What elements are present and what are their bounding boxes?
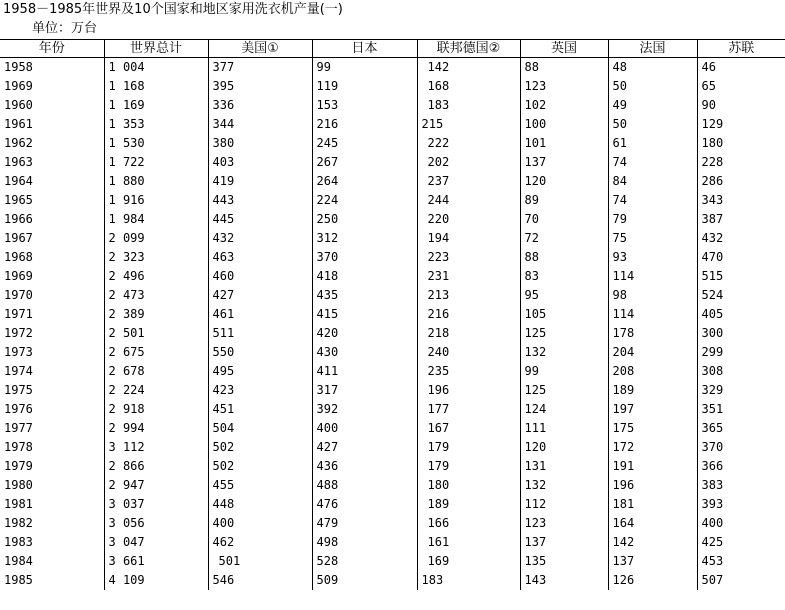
table-cell: 101: [520, 134, 608, 153]
table-cell: 515: [697, 267, 785, 286]
table-cell: 423: [208, 381, 312, 400]
table-cell: 267: [312, 153, 417, 172]
table-cell: 1980: [4, 478, 33, 492]
table-cell: 83: [520, 267, 608, 286]
table-cell: 400: [697, 514, 785, 533]
table-cell: 329: [697, 381, 785, 400]
table-cell: 179: [417, 457, 520, 476]
table-cell: 418: [312, 267, 417, 286]
table-cell: 129: [697, 115, 785, 134]
table-cell: 2 866: [104, 457, 208, 476]
table-cell: 215: [417, 115, 520, 134]
table-cell: 432: [697, 229, 785, 248]
table-cell: 179: [417, 438, 520, 457]
table-cell: 511: [208, 324, 312, 343]
table-row: [0, 115, 785, 134]
header-ussr: 苏联: [697, 40, 785, 58]
table-cell: 411: [312, 362, 417, 381]
table-cell: 524: [697, 286, 785, 305]
table-cell: 405: [697, 305, 785, 324]
table-cell: 124: [520, 400, 608, 419]
table-cell: 1963: [4, 155, 33, 169]
table-cell: 65: [697, 77, 785, 96]
table-cell: 213: [417, 286, 520, 305]
table-cell: 1982: [4, 516, 33, 530]
table-cell: 46: [697, 58, 785, 78]
table-cell: 98: [608, 286, 697, 305]
table-cell: 123: [520, 77, 608, 96]
table-cell: 137: [520, 533, 608, 552]
table-cell: 2 496: [104, 267, 208, 286]
table-cell: 167: [417, 419, 520, 438]
table-cell: 403: [208, 153, 312, 172]
table-cell: 216: [417, 305, 520, 324]
table-cell: 436: [312, 457, 417, 476]
table-cell: 1978: [4, 440, 33, 454]
table-row: [0, 153, 785, 172]
table-cell: 1958: [4, 60, 33, 74]
table-cell: 1968: [4, 250, 33, 264]
table-cell: 461: [208, 305, 312, 324]
table-cell: 546: [208, 571, 312, 590]
table-cell: 218: [417, 324, 520, 343]
table-cell: 344: [208, 115, 312, 134]
table-cell: 90: [697, 96, 785, 115]
table-row: [0, 400, 785, 419]
table-row: [0, 77, 785, 96]
table-cell: 299: [697, 343, 785, 362]
table-cell: 502: [208, 438, 312, 457]
table-cell: 202: [417, 153, 520, 172]
table-cell: 380: [208, 134, 312, 153]
table-cell: 455: [208, 476, 312, 495]
table-cell: 189: [417, 495, 520, 514]
table-cell: 395: [208, 77, 312, 96]
table-cell: 102: [520, 96, 608, 115]
data-table-container: [0, 40, 785, 590]
table-cell: 114: [608, 305, 697, 324]
table-cell: 3 047: [104, 533, 208, 552]
table-row: [0, 514, 785, 533]
table-cell: 451: [208, 400, 312, 419]
table-cell: 123: [520, 514, 608, 533]
table-cell: 1977: [4, 421, 33, 435]
table-row: [0, 419, 785, 438]
table-cell: 1 169: [104, 96, 208, 115]
table-cell: 351: [697, 400, 785, 419]
table-cell: 425: [697, 533, 785, 552]
table-cell: 420: [312, 324, 417, 343]
table-row: [0, 476, 785, 495]
table-cell: 435: [312, 286, 417, 305]
table-cell: 504: [208, 419, 312, 438]
table-cell: 244: [417, 191, 520, 210]
table-cell: 264: [312, 172, 417, 191]
table-cell: 1969: [4, 79, 33, 93]
table-cell: 370: [697, 438, 785, 457]
table-cell: 1972: [4, 326, 33, 340]
header-world-total: 世界总计: [104, 40, 208, 58]
table-row: [0, 172, 785, 191]
header-france: 法国: [608, 40, 697, 58]
table-cell: 2 473: [104, 286, 208, 305]
table-cell: 84: [608, 172, 697, 191]
table-cell: 194: [417, 229, 520, 248]
table-body: [0, 58, 785, 591]
table-cell: 50: [608, 77, 697, 96]
table-row: [0, 191, 785, 210]
table-cell: 99: [312, 58, 417, 78]
table-cell: 300: [697, 324, 785, 343]
table-row: [0, 286, 785, 305]
table-cell: 177: [417, 400, 520, 419]
table-cell: 476: [312, 495, 417, 514]
table-cell: 430: [312, 343, 417, 362]
table-cell: 166: [417, 514, 520, 533]
table-cell: 178: [608, 324, 697, 343]
table-cell: 240: [417, 343, 520, 362]
table-cell: 550: [208, 343, 312, 362]
table-cell: 463: [208, 248, 312, 267]
table-cell: 1975: [4, 383, 33, 397]
table-cell: 75: [608, 229, 697, 248]
table-cell: 245: [312, 134, 417, 153]
table-cell: 427: [312, 438, 417, 457]
table-cell: 99: [520, 362, 608, 381]
table-cell: 137: [608, 552, 697, 571]
table-cell: 509: [312, 571, 417, 590]
table-cell: 1 722: [104, 153, 208, 172]
table-cell: 168: [417, 77, 520, 96]
header-japan: 日本: [312, 40, 417, 58]
table-cell: 216: [312, 115, 417, 134]
table-cell: 2 389: [104, 305, 208, 324]
table-cell: 1970: [4, 288, 33, 302]
table-cell: 1971: [4, 307, 33, 321]
table-cell: 93: [608, 248, 697, 267]
table-row: [0, 495, 785, 514]
table-cell: 114: [608, 267, 697, 286]
table-cell: 2 678: [104, 362, 208, 381]
table-cell: 3 661: [104, 552, 208, 571]
table-cell: 161: [417, 533, 520, 552]
table-cell: 2 224: [104, 381, 208, 400]
table-cell: 2 994: [104, 419, 208, 438]
table-cell: 448: [208, 495, 312, 514]
table-cell: 88: [520, 248, 608, 267]
table-row: [0, 248, 785, 267]
header-usa: 美国①: [208, 40, 312, 58]
table-cell: 169: [417, 552, 520, 571]
production-table: [0, 40, 785, 590]
table-cell: 393: [697, 495, 785, 514]
table-cell: 2 501: [104, 324, 208, 343]
table-row: [0, 324, 785, 343]
table-cell: 495: [208, 362, 312, 381]
table-cell: 460: [208, 267, 312, 286]
table-cell: 2 099: [104, 229, 208, 248]
table-cell: 286: [697, 172, 785, 191]
table-cell: 125: [520, 324, 608, 343]
table-cell: 453: [697, 552, 785, 571]
table-cell: 317: [312, 381, 417, 400]
table-cell: 528: [312, 552, 417, 571]
table-cell: 74: [608, 153, 697, 172]
table-cell: 392: [312, 400, 417, 419]
table-cell: 49: [608, 96, 697, 115]
table-cell: 1962: [4, 136, 33, 150]
table-cell: 228: [697, 153, 785, 172]
table-cell: 143: [520, 571, 608, 590]
table-cell: 419: [208, 172, 312, 191]
table-cell: 1964: [4, 174, 33, 188]
table-cell: 415: [312, 305, 417, 324]
table-cell: 501: [208, 552, 312, 571]
table-cell: 222: [417, 134, 520, 153]
table-row: [0, 362, 785, 381]
header-west-germany: 联邦德国②: [417, 40, 520, 58]
table-cell: 120: [520, 172, 608, 191]
table-cell: 224: [312, 191, 417, 210]
table-cell: 470: [697, 248, 785, 267]
table-cell: 2 947: [104, 476, 208, 495]
table-cell: 4 109: [104, 571, 208, 590]
table-cell: 1965: [4, 193, 33, 207]
table-cell: 197: [608, 400, 697, 419]
table-cell: 164: [608, 514, 697, 533]
table-row: [0, 58, 785, 78]
table-cell: 1983: [4, 535, 33, 549]
table-cell: 387: [697, 210, 785, 229]
table-cell: 89: [520, 191, 608, 210]
table-cell: 366: [697, 457, 785, 476]
table-cell: 237: [417, 172, 520, 191]
table-cell: 153: [312, 96, 417, 115]
table-cell: 70: [520, 210, 608, 229]
table-cell: 1 880: [104, 172, 208, 191]
table-cell: 126: [608, 571, 697, 590]
table-cell: 488: [312, 476, 417, 495]
table-cell: 400: [208, 514, 312, 533]
table-cell: 105: [520, 305, 608, 324]
table-row: [0, 96, 785, 115]
table-cell: 427: [208, 286, 312, 305]
table-cell: 383: [697, 476, 785, 495]
table-cell: 79: [608, 210, 697, 229]
table-row: [0, 381, 785, 400]
table-cell: 95: [520, 286, 608, 305]
table-cell: 231: [417, 267, 520, 286]
table-cell: 88: [520, 58, 608, 78]
table-cell: 312: [312, 229, 417, 248]
table-cell: 1960: [4, 98, 33, 112]
table-cell: 1969: [4, 269, 33, 283]
table-cell: 400: [312, 419, 417, 438]
table-cell: 183: [417, 96, 520, 115]
table-cell: 208: [608, 362, 697, 381]
table-cell: 72: [520, 229, 608, 248]
table-cell: 2 918: [104, 400, 208, 419]
table-cell: 61: [608, 134, 697, 153]
table-cell: 370: [312, 248, 417, 267]
table-cell: 137: [520, 153, 608, 172]
table-cell: 1985: [4, 573, 33, 587]
table-cell: 479: [312, 514, 417, 533]
table-row: [0, 134, 785, 153]
table-cell: 48: [608, 58, 697, 78]
table-cell: 132: [520, 343, 608, 362]
table-cell: 120: [520, 438, 608, 457]
table-cell: 131: [520, 457, 608, 476]
table-cell: 119: [312, 77, 417, 96]
table-row: [0, 267, 785, 286]
table-row: [0, 229, 785, 248]
table-cell: 50: [608, 115, 697, 134]
table-cell: 445: [208, 210, 312, 229]
table-cell: 132: [520, 476, 608, 495]
table-cell: 2 323: [104, 248, 208, 267]
table-row: [0, 343, 785, 362]
header-year: 年份: [0, 40, 104, 58]
table-cell: 74: [608, 191, 697, 210]
table-cell: 3 056: [104, 514, 208, 533]
table-cell: 462: [208, 533, 312, 552]
table-header-row: [0, 40, 785, 58]
table-cell: 1961: [4, 117, 33, 131]
table-cell: 180: [697, 134, 785, 153]
table-cell: 181: [608, 495, 697, 514]
table-cell: 250: [312, 210, 417, 229]
table-cell: 142: [417, 58, 520, 78]
table-cell: 189: [608, 381, 697, 400]
table-cell: 125: [520, 381, 608, 400]
table-cell: 1973: [4, 345, 33, 359]
table-cell: 196: [417, 381, 520, 400]
table-cell: 1984: [4, 554, 33, 568]
table-cell: 1981: [4, 497, 33, 511]
table-cell: 1 353: [104, 115, 208, 134]
table-cell: 175: [608, 419, 697, 438]
table-cell: 1 916: [104, 191, 208, 210]
table-cell: 111: [520, 419, 608, 438]
table-cell: 507: [697, 571, 785, 590]
table-cell: 142: [608, 533, 697, 552]
table-cell: 100: [520, 115, 608, 134]
table-cell: 443: [208, 191, 312, 210]
table-row: [0, 571, 785, 590]
table-row: [0, 305, 785, 324]
table-cell: 377: [208, 58, 312, 78]
table-cell: 220: [417, 210, 520, 229]
table-row: [0, 533, 785, 552]
table-cell: 1979: [4, 459, 33, 473]
table-cell: 172: [608, 438, 697, 457]
table-cell: 223: [417, 248, 520, 267]
table-cell: 1967: [4, 231, 33, 245]
table-cell: 191: [608, 457, 697, 476]
table-row: [0, 438, 785, 457]
table-cell: 502: [208, 457, 312, 476]
table-cell: 343: [697, 191, 785, 210]
table-row: [0, 457, 785, 476]
table-cell: 196: [608, 476, 697, 495]
table-cell: 1 168: [104, 77, 208, 96]
unit-label: 单位：万台: [32, 21, 98, 36]
table-cell: 1974: [4, 364, 33, 378]
table-cell: 1 530: [104, 134, 208, 153]
table-cell: 365: [697, 419, 785, 438]
table-cell: 2 675: [104, 343, 208, 362]
header-uk: 英国: [520, 40, 608, 58]
table-cell: 1 004: [104, 58, 208, 78]
table-cell: 1 984: [104, 210, 208, 229]
table-row: [0, 552, 785, 571]
table-cell: 180: [417, 476, 520, 495]
table-cell: 112: [520, 495, 608, 514]
table-cell: 3 112: [104, 438, 208, 457]
table-cell: 308: [697, 362, 785, 381]
table-row: [0, 210, 785, 229]
table-cell: 204: [608, 343, 697, 362]
table-cell: 135: [520, 552, 608, 571]
table-cell: 3 037: [104, 495, 208, 514]
table-cell: 235: [417, 362, 520, 381]
page-title: 1958－1985年世界及10个国家和地区家用洗衣机产量(一): [3, 2, 343, 17]
table-cell: 1976: [4, 402, 33, 416]
table-cell: 183: [417, 571, 520, 590]
table-cell: 336: [208, 96, 312, 115]
table-cell: 432: [208, 229, 312, 248]
table-cell: 498: [312, 533, 417, 552]
table-cell: 1966: [4, 212, 33, 226]
